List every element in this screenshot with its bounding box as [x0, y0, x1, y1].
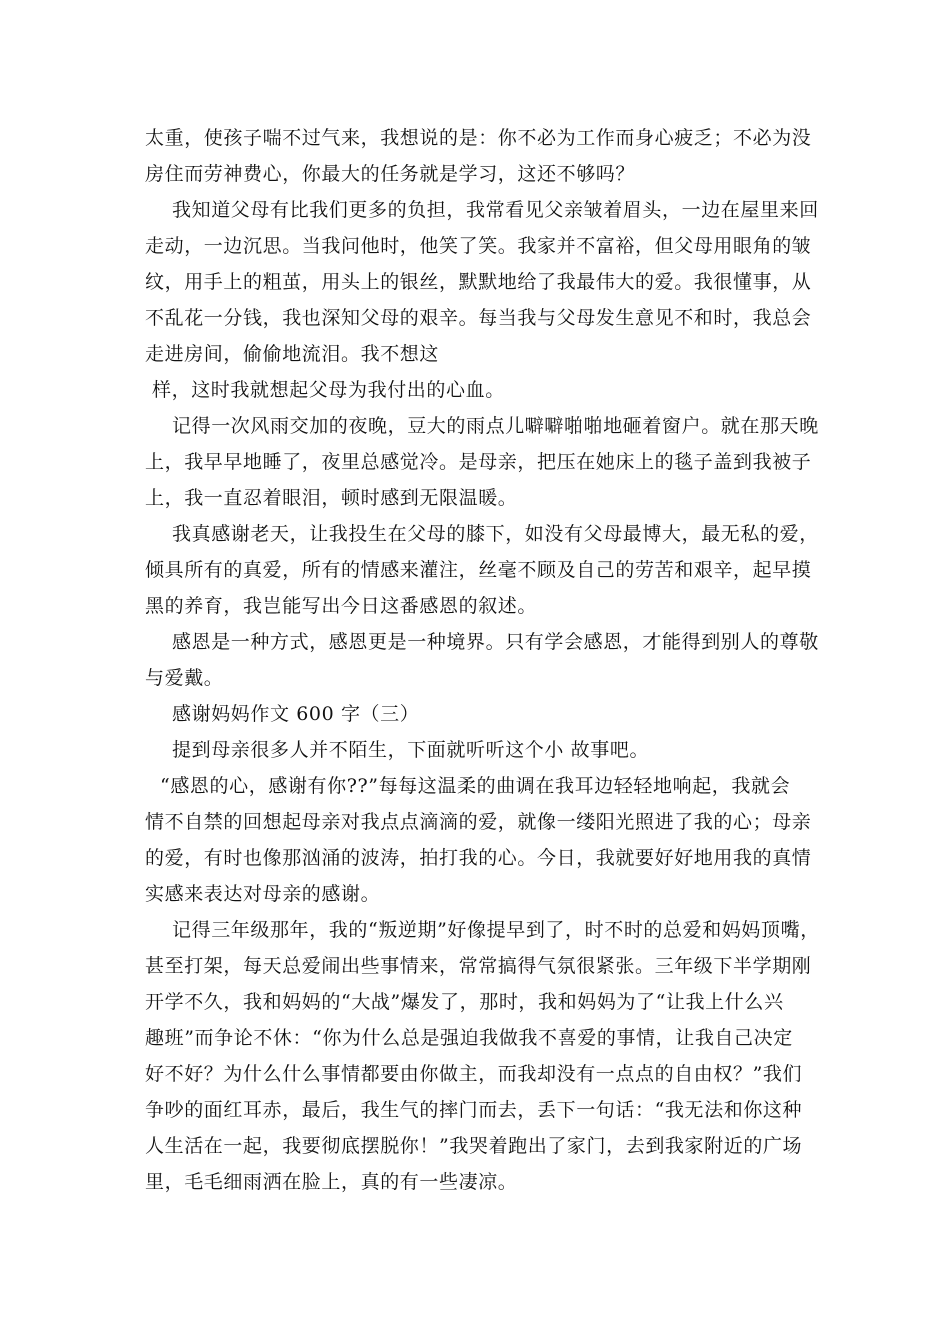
section-heading: 感谢妈妈作文 600 字（三） [172, 703, 420, 725]
text-line: 开学不久，我和妈妈的“大战”爆发了，那时，我和妈妈为了“让我上什么兴 [145, 991, 784, 1013]
text-line: 我知道父母有比我们更多的负担，我常看见父亲皱着眉头，一边在屋里来回 [172, 199, 819, 221]
text-line: 人生活在一起，我要彻底摆脱你！”我哭着跑出了家门，去到我家附近的广场 [145, 1135, 803, 1157]
text-line: 感恩是一种方式，感恩更是一种境界。只有学会感恩，才能得到别人的尊敬 [172, 631, 819, 653]
text-line: 趣班”而争论不休：“你为什么总是强迫我做我不喜爱的事情，让我自己决定 [145, 1027, 793, 1049]
text-line: 记得三年级那年，我的“叛逆期”好像提早到了，时不时的总爱和妈妈顶嘴， [172, 919, 820, 941]
text-line: 黑的养育，我岂能写出今日这番感恩的叙述。 [145, 595, 538, 617]
text-line: 倾具所有的真爱，所有的情感来灌注，丝毫不顾及自己的劳苦和艰辛，起早摸 [145, 559, 812, 581]
text-line: 争吵的面红耳赤，最后，我生气的摔门而去，丢下一句话：“我无法和你这种 [145, 1099, 803, 1121]
text-line: 不乱花一分钱，我也深知父母的艰辛。每当我与父母发生意见不和时，我总会 [145, 307, 812, 329]
text-line: 上，我早早地睡了，夜里总感觉冷。是母亲，把压在她床上的毯子盖到我被子 [145, 451, 812, 473]
text-line: 样，这时我就想起父母为我付出的心血。 [152, 379, 505, 401]
text-line: 房住而劳神费心，你最大的任务就是学习，这还不够吗？ [145, 163, 636, 185]
text-line: 太重，使孩子喘不过气来，我想说的是：你不必为工作而身心疲乏；不必为没 [145, 127, 812, 149]
text-line: 情不自禁的回想起母亲对我点点滴滴的爱，就像一缕阳光照进了我的心；母亲 [145, 811, 812, 833]
text-line: 实感来表达对母亲的感谢。 [145, 883, 381, 905]
text-line: 好不好？为什么什么事情都要由你做主，而我却没有一点点的自由权？”我们 [145, 1063, 803, 1085]
text-line: 里，毛毛细雨洒在脸上，真的有一些凄凉。 [145, 1171, 518, 1193]
text-line: 纹，用手上的粗茧，用头上的银丝，默默地给了我最伟大的爱。我很懂事，从 [145, 271, 812, 293]
text-line: 的爱，有时也像那汹涌的波涛，拍打我的心。今日，我就要好好地用我的真情 [145, 847, 812, 869]
text-line: 我真感谢老天，让我投生在父母的膝下，如没有父母最博大，最无私的爱， [172, 523, 819, 545]
text-line: 走动，一边沉思。当我问他时，他笑了笑。我家并不富裕，但父母用眼角的皱 [145, 235, 812, 257]
text-line: 与爱戴。 [145, 667, 224, 689]
text-line: 记得一次风雨交加的夜晚，豆大的雨点儿噼噼啪啪地砸着窗户。就在那天晚 [172, 415, 819, 437]
text-line: “感恩的心，感谢有你??”每每这温柔的曲调在我耳边轻轻地响起，我就会 [160, 775, 791, 797]
text-line: 提到母亲很多人并不陌生，下面就听听这个小 故事吧。 [172, 739, 650, 761]
text-line: 甚至打架，每天总爱闹出些事情来，常常搞得气氛很紧张。三年级下半学期刚 [145, 955, 812, 977]
text-line: 上，我一直忍着眼泪，顿时感到无限温暖。 [145, 487, 518, 509]
text-line: 走进房间，偷偷地流泪。我不想这 [145, 343, 440, 365]
